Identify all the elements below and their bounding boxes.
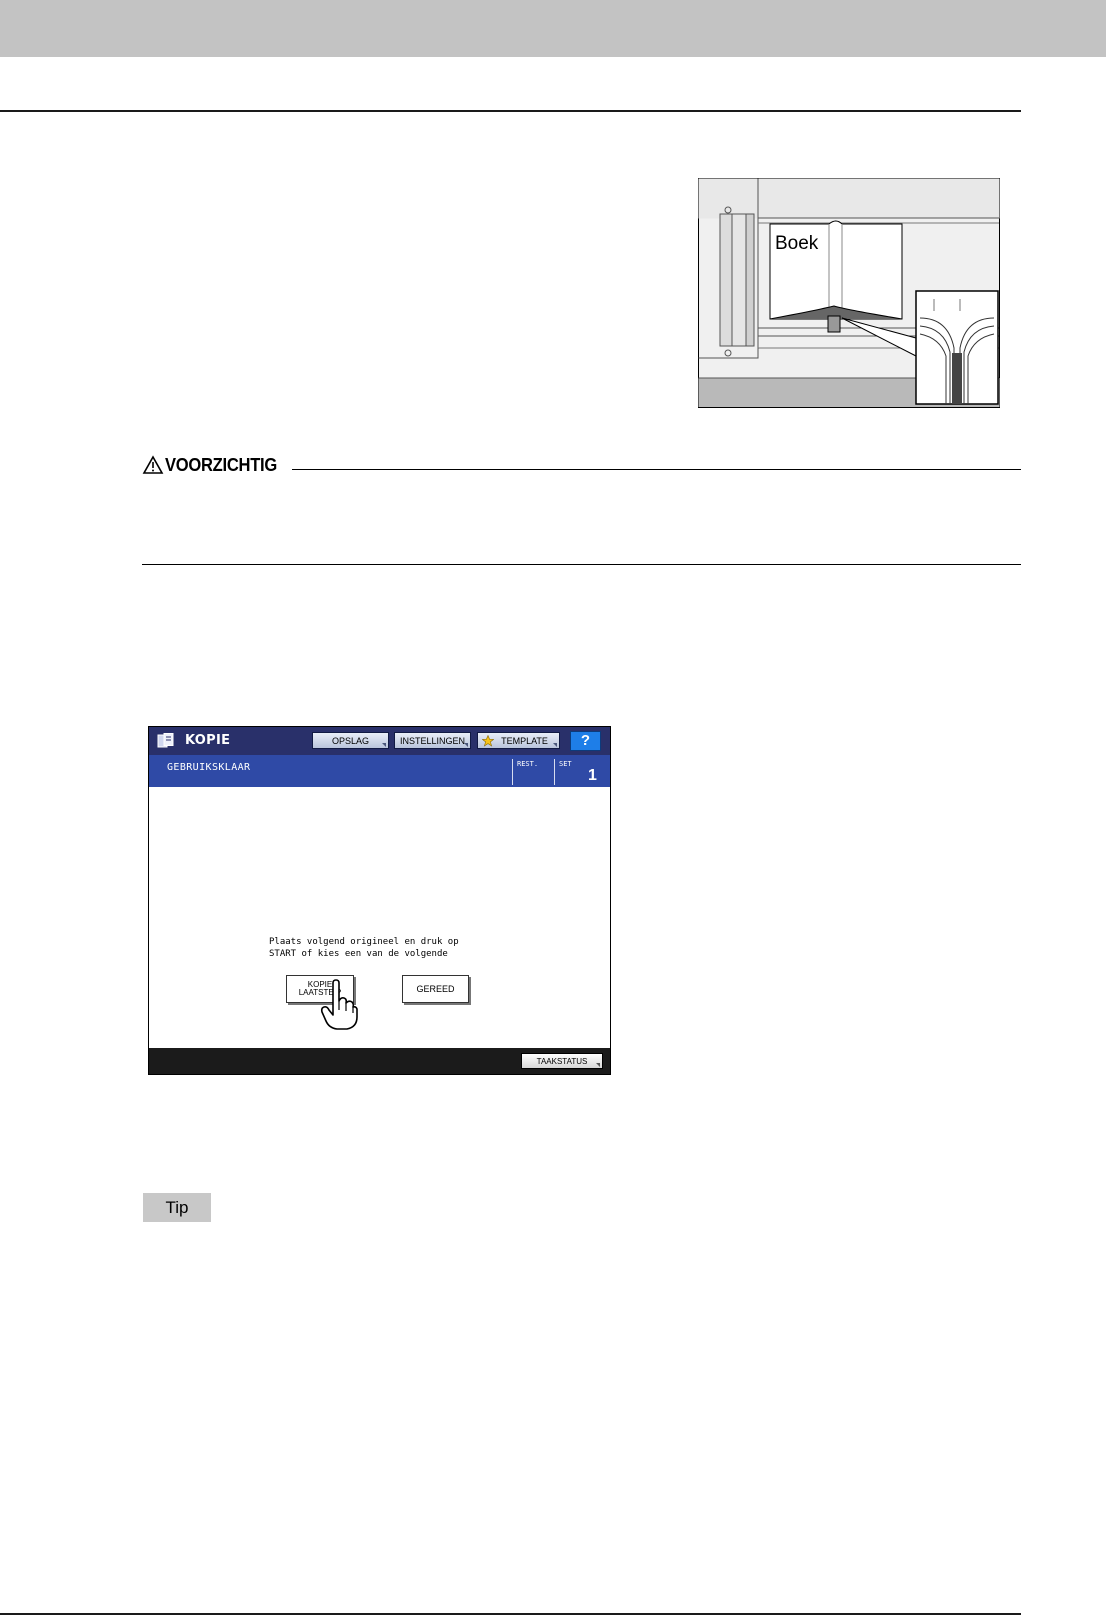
- star-icon: [482, 735, 494, 747]
- status-bar: [149, 755, 610, 787]
- status-divider: [554, 759, 555, 785]
- rest-label: REST.: [517, 760, 539, 768]
- screen-header: [149, 727, 610, 755]
- book-label: Boek: [775, 233, 819, 254]
- gereed-button[interactable]: GEREED: [402, 975, 469, 1003]
- taakstatus-button[interactable]: [521, 1053, 603, 1069]
- prompt-message-line1: Plaats volgend origineel en druk op: [269, 937, 459, 947]
- page-header-band: [0, 0, 1106, 57]
- corner-arrow-icon: [553, 743, 557, 747]
- instellingen-button[interactable]: [394, 732, 471, 749]
- template-label: TEMPLATE: [501, 736, 548, 746]
- copier-screen: [148, 726, 611, 1075]
- screen-footer: [149, 1048, 610, 1074]
- prompt-message-line2: START of kies een van de volgende: [269, 949, 448, 959]
- caution-title: VOORZICHTIG: [165, 454, 277, 475]
- status-divider: [512, 759, 513, 785]
- caution-bottom-rule: [142, 564, 1021, 565]
- help-button[interactable]: ?: [570, 731, 601, 751]
- template-button[interactable]: [477, 732, 560, 749]
- screen-body: [149, 787, 610, 1048]
- header-rule: [0, 110, 1021, 112]
- opslag-label: OPSLAG: [331, 736, 369, 746]
- taakstatus-label: TAAKSTATUS: [536, 1057, 588, 1066]
- corner-arrow-icon: [464, 743, 468, 747]
- copy-icon: [157, 733, 175, 749]
- screen-title: KOPIE: [185, 733, 231, 748]
- kopie-label-line2: LAATSTE P: [298, 988, 342, 997]
- book-on-glass-illustration: [698, 178, 1000, 408]
- corner-arrow-icon: [382, 743, 386, 747]
- pointing-hand-icon: [319, 979, 361, 1031]
- warning-triangle-icon: [142, 455, 164, 475]
- kopie-label-line1: KOPIE: [307, 980, 333, 989]
- corner-arrow-icon: [596, 1063, 600, 1067]
- tip-label: Tip: [143, 1193, 211, 1222]
- footer-rule: [0, 1613, 1021, 1615]
- set-label: SET: [559, 760, 572, 768]
- set-count: 1: [588, 767, 597, 784]
- caution-top-rule: [292, 469, 1021, 470]
- opslag-button[interactable]: [312, 732, 389, 749]
- instellingen-label: INSTELLINGEN: [399, 736, 466, 746]
- caution-heading: [142, 453, 287, 477]
- status-text: GEBRUIKSKLAAR: [167, 762, 251, 773]
